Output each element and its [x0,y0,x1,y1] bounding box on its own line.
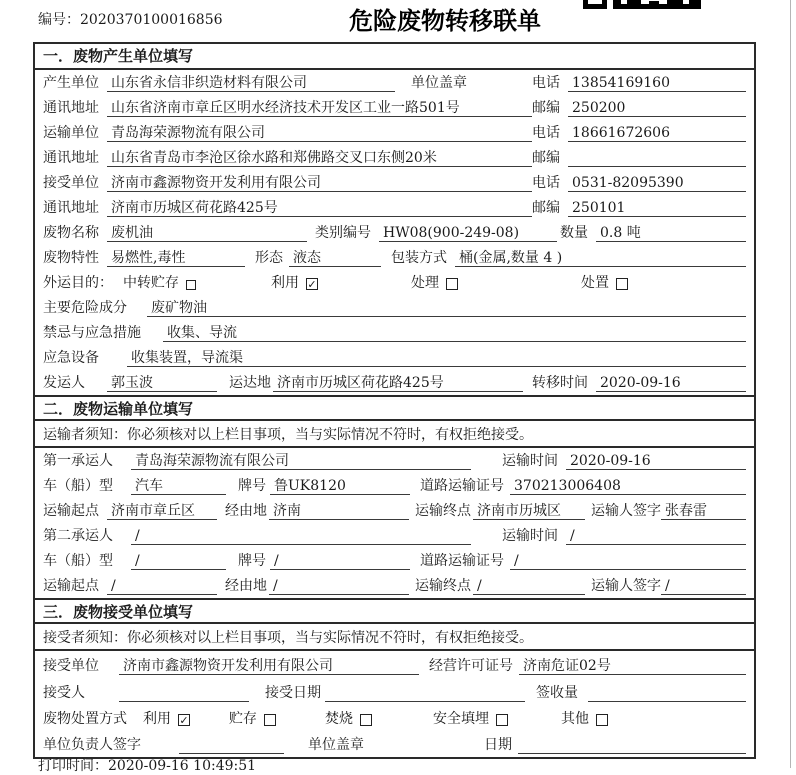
disposal-option [325,708,433,728]
qr-block [613,0,621,4]
waste-name-label: 废物名称 [43,225,99,241]
purpose-row [35,270,754,295]
equipment-value: 收集装置，导流渠 [127,349,746,367]
qr-block [627,0,641,4]
category-label: 类别编号 [315,225,371,241]
vehicle-value: 汽车 [131,477,226,495]
section3-header: 三．废物接受单位填写 [35,598,754,624]
purpose-option [581,272,628,292]
origin-value: / [107,577,217,595]
end-label: 运输终点 [415,578,471,594]
disposal-option [229,708,325,728]
road-cert-value: 370213006408 [510,477,746,495]
waste-name-row [35,220,754,245]
license-value: 济南危证02号 [519,657,746,675]
end-label: 运输终点 [415,503,471,519]
hazard-row [35,295,754,320]
recipient-row [35,678,754,705]
section2-header: 二．废物运输单位填写 [35,395,754,421]
address-value: 山东省济南市章丘区明水经济技术开发区工业一路501号 [107,99,532,117]
checkbox-unchecked [264,714,276,726]
carrier2-row [35,523,754,548]
page-edge-line [790,0,791,768]
checkbox-unchecked [596,714,608,726]
accept-date-label: 接受日期 [265,685,321,701]
checkbox-checked [178,714,190,726]
option-label: 利用 [271,275,299,291]
carrier1-label: 第一承运人 [43,453,113,469]
route1-row [35,498,754,523]
leader-sign-label: 单位负责人签字 [43,737,141,753]
sign-label: 运输人签字 [591,503,661,519]
receiver-row [35,170,754,195]
zip-value [568,149,746,167]
plate-value: 鲁UK8120 [270,477,410,495]
character-label: 废物特性 [43,250,99,266]
qr-code-fragment [583,0,703,9]
address-label: 通讯地址 [43,200,99,216]
vehicle-label: 车（船）型 [43,553,113,569]
phone-value: 18661672606 [568,124,746,142]
qr-block [667,0,683,4]
taboo-value: 收集、导流 [163,324,746,342]
qty-label: 数量 [560,225,588,241]
via-label: 经由地 [225,503,267,519]
option-label: 贮存 [229,711,257,727]
accept-unit-value: 济南市鑫源物资开发利用有限公司 [119,657,419,675]
end-value: / [473,577,585,595]
end-value: 济南市历城区 [473,502,585,520]
purpose-option [123,272,271,292]
vehicle-label: 车（船）型 [43,478,113,494]
waste-character-row [35,245,754,270]
option-label: 焚烧 [325,711,353,727]
transport-time-label: 运输时间 [502,528,558,544]
form-value: 液态 [289,249,381,267]
shipper-label: 发运人 [43,375,85,391]
receiver-label: 接受单位 [43,175,99,191]
leader-sign-row [35,731,754,757]
road-cert-label: 道路运输证号 [420,553,504,569]
transporter-row [35,120,754,145]
packing-label: 包装方式 [391,250,447,266]
address-label: 通讯地址 [43,150,99,166]
doc-number-value: 2020370100016856 [80,12,223,28]
print-time-label: 打印时间： [38,758,108,774]
producer-value: 山东省永信非织造材料有限公司 [107,74,395,92]
disposal-label: 废物处置方式 [43,711,127,727]
disposal-option [143,708,229,728]
transporter-value: 青岛海荣源物流有限公司 [107,124,532,142]
destination-value: 济南市历城区荷花路425号 [273,374,523,392]
option-label: 安全填埋 [433,711,489,727]
transporter-label: 运输单位 [43,125,99,141]
via-value: 济南 [269,502,409,520]
plate-value: / [270,552,410,570]
checkbox-mark: ✓ [179,714,189,727]
checkbox-unchecked [446,278,458,290]
sign-label: 运输人签字 [591,578,661,594]
phone-value: 13854169160 [568,74,746,92]
carrier2-value: / [131,527,471,545]
road-cert-label: 道路运输证号 [420,478,504,494]
carrier2-label: 第二承运人 [43,528,113,544]
plate-label: 牌号 [238,478,266,494]
purpose-option [271,272,411,292]
date-label: 日期 [484,737,512,753]
phone-label: 电话 [532,175,560,191]
vehicle1-row [35,473,754,498]
section1-header: 一．废物产生单位填写 [35,44,754,70]
route2-row [35,573,754,598]
recipient-value [119,684,249,702]
producer-row [35,70,754,95]
category-value: HW08(900-249-08) [379,224,557,242]
origin-label: 运输起点 [43,578,99,594]
accept-unit-row [35,651,754,678]
phone-label: 电话 [532,75,560,91]
purpose-label: 外运目的： [43,275,113,291]
print-time [38,755,256,775]
checkbox-unchecked [186,280,196,290]
destination-label: 运达地 [229,375,271,391]
equipment-row [35,345,754,370]
qr-block [689,0,701,4]
carrier1-value: 青岛海荣源物流有限公司 [131,452,471,470]
accept-date-value [325,684,525,702]
option-label: 处理 [411,275,439,291]
receiver-notice: 接受者须知：你必须核对以上栏目事项，当与实际情况不符时，有权拒绝接受。 [35,624,754,651]
seal-label: 单位盖章 [411,75,467,91]
seal-label: 单位盖章 [308,737,364,753]
phone-value: 0531-82095390 [568,174,746,192]
shipper-row [35,370,754,395]
form-label: 形态 [255,250,283,266]
vehicle-value: / [131,552,226,570]
transporter-notice: 运输者须知：你必须核对以上栏目事项，当与实际情况不符时，有权拒绝接受。 [35,421,754,448]
waste-transfer-form [33,42,756,759]
checkbox-mark: ✓ [307,278,317,291]
receiver-value: 济南市鑫源物资开发利用有限公司 [107,174,532,192]
shipper-value: 郭玉波 [107,374,217,392]
recipient-label: 接受人 [43,685,85,701]
option-label: 利用 [143,711,171,727]
origin-value: 济南市章丘区 [107,502,217,520]
via-value: / [269,577,409,595]
checkbox-unchecked [496,714,508,726]
option-label: 中转贮存 [123,275,179,291]
print-time-value: 2020-09-16 10:49:51 [108,758,257,774]
transport-time-label: 运输时间 [502,453,558,469]
license-label: 经营许可证号 [429,658,513,674]
checkbox-unchecked [616,278,628,290]
doc-number-label: 编号： [38,12,80,28]
disposal-option [561,708,608,728]
address-value: 济南市历城区荷花路425号 [107,199,532,217]
road-cert-value: / [510,552,746,570]
waste-name-value: 废机油 [107,224,307,242]
zip-label: 邮编 [532,150,560,166]
qty-value: 0.8 吨 [596,224,746,242]
address-value: 山东省青岛市李沧区徐水路和郑佛路交叉口东侧20米 [107,149,532,167]
disposal-option [433,708,561,728]
packing-value: 桶(金属,数量 4 ) [455,249,746,267]
via-label: 经由地 [225,578,267,594]
vehicle2-row [35,548,754,573]
page-title: 危险废物转移联单 [349,7,541,35]
phone-label: 电话 [532,125,560,141]
zip-value: 250101 [568,199,746,217]
date-value [518,736,746,754]
taboo-row [35,320,754,345]
amount-value [588,684,746,702]
sign-value: / [661,577,746,595]
purpose-option [411,272,581,292]
transporter-address-row [35,145,754,170]
sign-value: 张春雷 [661,502,746,520]
hazard-value: 废矿物油 [147,299,746,317]
taboo-label: 禁忌与应急措施 [43,325,141,341]
doc-number [38,9,223,29]
qr-block [613,4,701,9]
option-label: 其他 [561,711,589,727]
hazard-label: 主要危险成分 [43,300,127,316]
transport-time-value: 2020-09-16 [566,452,746,470]
qr-finder-block [583,0,607,9]
producer-label: 产生单位 [43,75,99,91]
equipment-label: 应急设备 [43,350,99,366]
producer-address-row [35,95,754,120]
leader-sign-value [179,736,284,754]
transport-time-value: / [566,527,746,545]
address-label: 通讯地址 [43,100,99,116]
checkbox-checked [306,278,318,290]
disposal-row [35,705,754,731]
zip-value: 250200 [568,99,746,117]
plate-label: 牌号 [238,553,266,569]
zip-label: 邮编 [532,100,560,116]
character-value: 易燃性,毒性 [107,249,245,267]
option-label: 处置 [581,275,609,291]
transfer-time-value: 2020-09-16 [596,374,746,392]
qr-block [649,1,659,4]
amount-label: 签收量 [536,685,578,701]
transfer-time-label: 转移时间 [532,375,588,391]
carrier1-row [35,448,754,473]
accept-unit-label: 接受单位 [43,658,99,674]
origin-label: 运输起点 [43,503,99,519]
zip-label: 邮编 [532,200,560,216]
checkbox-unchecked [360,714,372,726]
receiver-address-row [35,195,754,220]
